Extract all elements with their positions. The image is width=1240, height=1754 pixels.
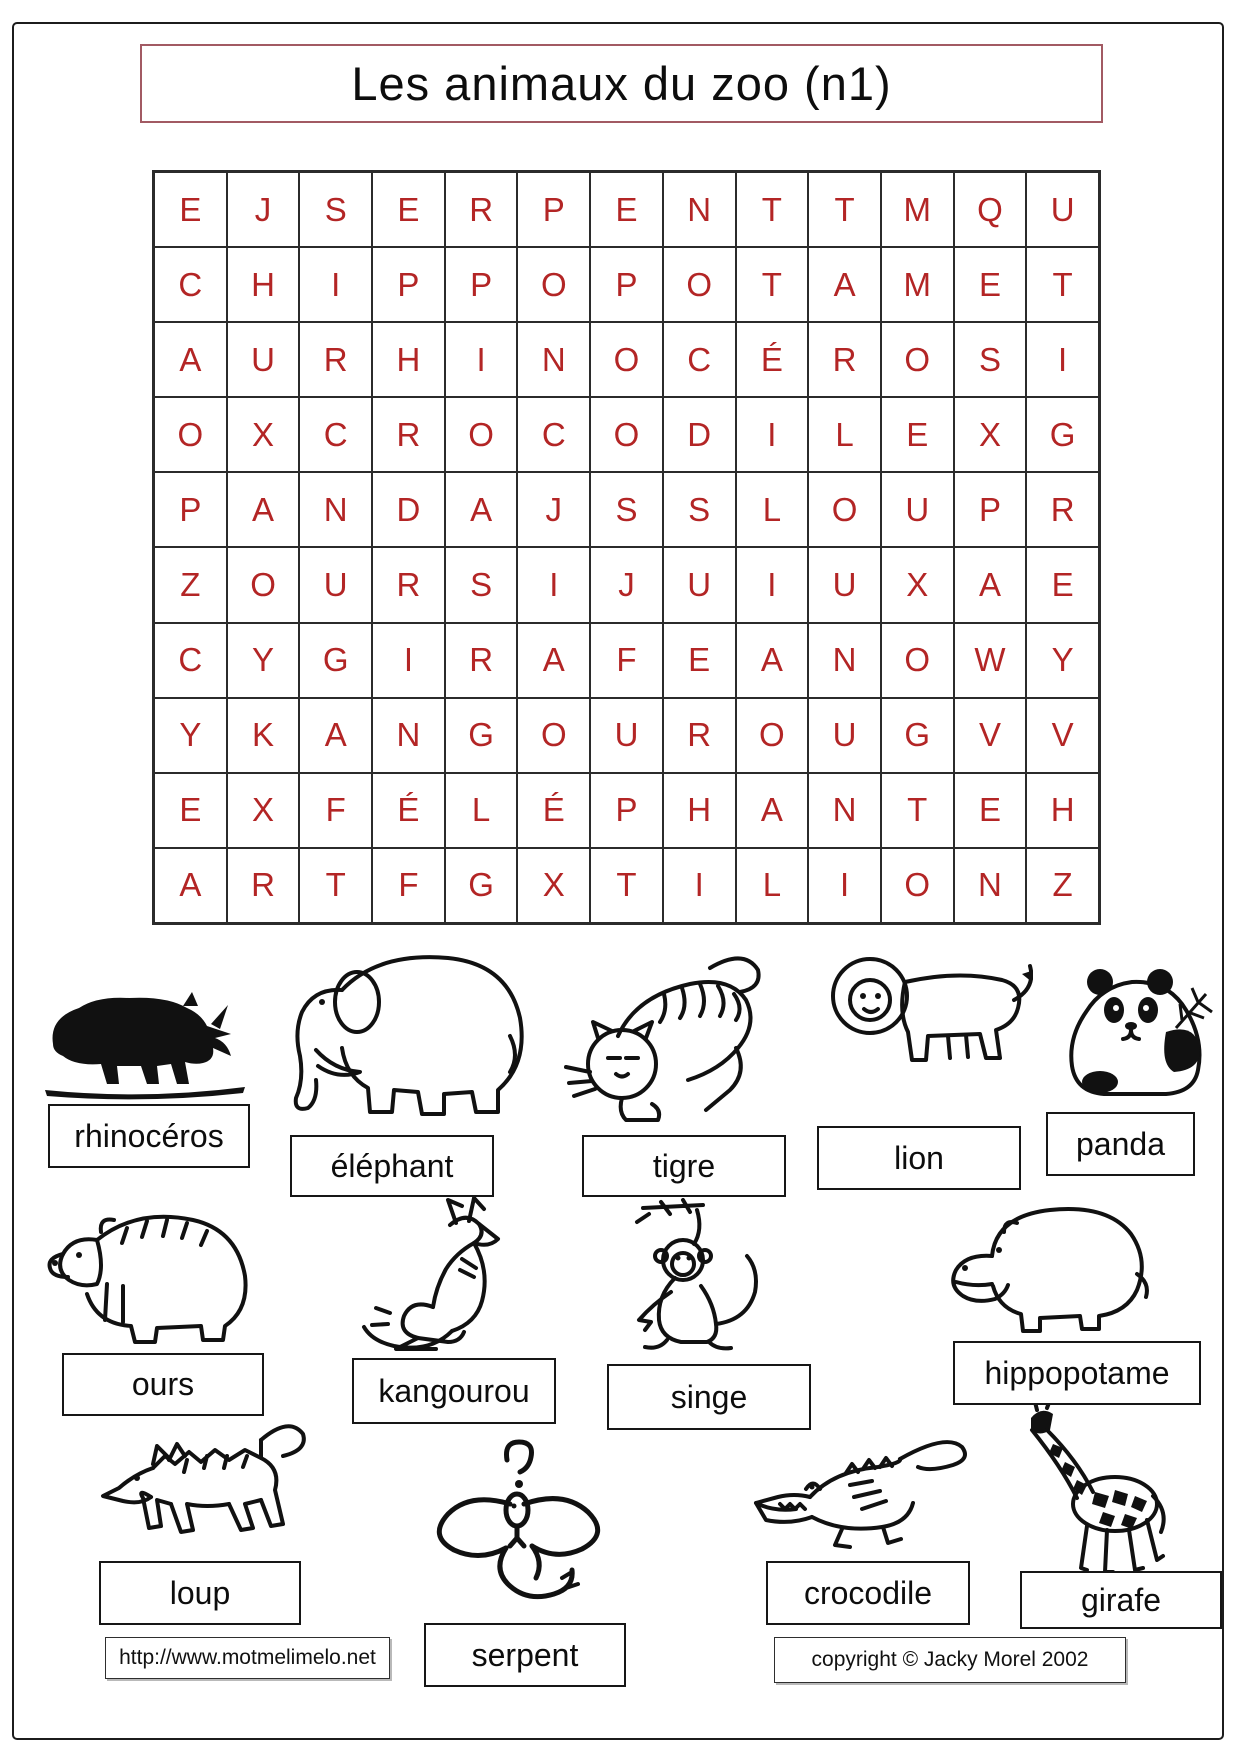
grid-cell-r8c8: R	[663, 698, 736, 773]
grid-cell-r5c10: O	[808, 472, 881, 547]
grid-cell-r7c13: Y	[1026, 623, 1099, 698]
grid-cell-r9c4: É	[372, 773, 445, 848]
grid-cell-r4c4: R	[372, 397, 445, 472]
grid-cell-r7c3: G	[299, 623, 372, 698]
grid-cell-r8c10: U	[808, 698, 881, 773]
grid-cell-r3c5: I	[445, 322, 518, 397]
grid-cell-r4c3: C	[299, 397, 372, 472]
grid-cell-r7c7: F	[590, 623, 663, 698]
label-monkey: singe	[607, 1364, 811, 1430]
grid-cell-r2c9: T	[736, 247, 809, 322]
grid-cell-r2c1: C	[154, 247, 227, 322]
grid-cell-r9c13: H	[1026, 773, 1099, 848]
grid-cell-r6c8: U	[663, 547, 736, 622]
grid-cell-r6c12: A	[954, 547, 1027, 622]
grid-cell-r3c11: O	[881, 322, 954, 397]
grid-cell-r3c13: I	[1026, 322, 1099, 397]
grid-cell-r7c5: R	[445, 623, 518, 698]
snake-image	[412, 1432, 627, 1622]
grid-cell-r6c11: X	[881, 547, 954, 622]
grid-cell-r10c13: Z	[1026, 848, 1099, 923]
grid-cell-r4c13: G	[1026, 397, 1099, 472]
word-grid	[152, 170, 1101, 925]
grid-cell-r1c7: E	[590, 172, 663, 247]
grid-cell-r1c10: T	[808, 172, 881, 247]
grid-cell-r2c4: P	[372, 247, 445, 322]
grid-cell-r5c11: U	[881, 472, 954, 547]
grid-cell-r9c8: H	[663, 773, 736, 848]
kangaroo-image	[338, 1195, 548, 1357]
website-url: http://www.motmelimelo.net	[119, 1646, 376, 1669]
grid-cell-r3c9: É	[736, 322, 809, 397]
grid-cell-r9c6: É	[517, 773, 590, 848]
grid-cell-r7c11: O	[881, 623, 954, 698]
label-wolf: loup	[99, 1561, 301, 1625]
grid-cell-r1c8: N	[663, 172, 736, 247]
grid-cell-r10c2: R	[227, 848, 300, 923]
grid-cell-r2c10: A	[808, 247, 881, 322]
website-url-box	[105, 1637, 390, 1679]
grid-cell-r3c2: U	[227, 322, 300, 397]
grid-cell-r6c9: I	[736, 547, 809, 622]
grid-cell-r9c2: X	[227, 773, 300, 848]
grid-cell-r9c9: A	[736, 773, 809, 848]
grid-cell-r10c12: N	[954, 848, 1027, 923]
grid-cell-r5c6: J	[517, 472, 590, 547]
grid-cell-r1c13: U	[1026, 172, 1099, 247]
grid-cell-r2c5: P	[445, 247, 518, 322]
grid-cell-r3c10: R	[808, 322, 881, 397]
grid-cell-r5c3: N	[299, 472, 372, 547]
grid-cell-r10c1: A	[154, 848, 227, 923]
grid-cell-r4c7: O	[590, 397, 663, 472]
grid-cell-r1c2: J	[227, 172, 300, 247]
grid-cell-r7c4: I	[372, 623, 445, 698]
rhinoceros-image	[35, 972, 255, 1102]
grid-cell-r8c4: N	[372, 698, 445, 773]
grid-cell-r7c10: N	[808, 623, 881, 698]
grid-cell-r5c4: D	[372, 472, 445, 547]
grid-cell-r6c6: I	[517, 547, 590, 622]
grid-cell-r8c9: O	[736, 698, 809, 773]
grid-cell-r6c1: Z	[154, 547, 227, 622]
grid-cell-r10c9: L	[736, 848, 809, 923]
grid-cell-r5c2: A	[227, 472, 300, 547]
grid-cell-r4c1: O	[154, 397, 227, 472]
label-rhinoceros: rhinocéros	[48, 1104, 250, 1168]
grid-cell-r5c13: R	[1026, 472, 1099, 547]
wolf-image	[95, 1402, 315, 1557]
elephant-image	[258, 938, 548, 1128]
copyright-text: copyright © Jacky Morel 2002	[811, 1648, 1089, 1671]
grid-cell-r6c2: O	[227, 547, 300, 622]
grid-cell-r3c1: A	[154, 322, 227, 397]
grid-cell-r5c7: S	[590, 472, 663, 547]
grid-cell-r4c2: X	[227, 397, 300, 472]
grid-cell-r10c3: T	[299, 848, 372, 923]
lion-image	[808, 938, 1033, 1096]
label-lion: lion	[817, 1126, 1021, 1190]
grid-cell-r5c5: A	[445, 472, 518, 547]
grid-cell-r7c12: W	[954, 623, 1027, 698]
grid-cell-r4c12: X	[954, 397, 1027, 472]
grid-cell-r5c1: P	[154, 472, 227, 547]
grid-cell-r5c8: S	[663, 472, 736, 547]
grid-cell-r2c3: I	[299, 247, 372, 322]
label-bear: ours	[62, 1353, 264, 1416]
grid-cell-r10c5: G	[445, 848, 518, 923]
grid-cell-r4c6: C	[517, 397, 590, 472]
grid-cell-r3c6: N	[517, 322, 590, 397]
grid-cell-r9c3: F	[299, 773, 372, 848]
grid-cell-r4c8: D	[663, 397, 736, 472]
grid-cell-r10c6: X	[517, 848, 590, 923]
grid-cell-r3c4: H	[372, 322, 445, 397]
grid-cell-r8c13: V	[1026, 698, 1099, 773]
grid-cell-r8c11: G	[881, 698, 954, 773]
monkey-image	[605, 1198, 783, 1358]
grid-cell-r7c9: A	[736, 623, 809, 698]
crocodile-image	[750, 1415, 975, 1557]
grid-cell-r9c12: E	[954, 773, 1027, 848]
grid-cell-r5c9: L	[736, 472, 809, 547]
label-giraffe: girafe	[1020, 1571, 1222, 1629]
label-kangaroo: kangourou	[352, 1358, 556, 1424]
grid-cell-r4c5: O	[445, 397, 518, 472]
page-title: Les animaux du zoo (n1)	[351, 57, 892, 110]
grid-cell-r9c11: T	[881, 773, 954, 848]
grid-cell-r2c13: T	[1026, 247, 1099, 322]
grid-cell-r3c12: S	[954, 322, 1027, 397]
giraffe-image	[995, 1400, 1177, 1580]
grid-cell-r5c12: P	[954, 472, 1027, 547]
title-box	[140, 44, 1103, 123]
grid-cell-r7c1: C	[154, 623, 227, 698]
label-hippopotamus: hippopotame	[953, 1341, 1201, 1405]
grid-cell-r4c10: L	[808, 397, 881, 472]
grid-cell-r1c1: E	[154, 172, 227, 247]
grid-cell-r7c8: E	[663, 623, 736, 698]
grid-cell-r1c11: M	[881, 172, 954, 247]
grid-cell-r3c8: C	[663, 322, 736, 397]
grid-cell-r6c7: J	[590, 547, 663, 622]
label-panda: panda	[1046, 1112, 1195, 1176]
grid-cell-r2c6: O	[517, 247, 590, 322]
grid-cell-r10c7: T	[590, 848, 663, 923]
grid-cell-r7c2: Y	[227, 623, 300, 698]
grid-cell-r1c4: E	[372, 172, 445, 247]
label-snake: serpent	[424, 1623, 626, 1687]
label-tiger: tigre	[582, 1135, 786, 1197]
copyright-box	[774, 1637, 1126, 1683]
grid-cell-r6c3: U	[299, 547, 372, 622]
grid-cell-r6c4: R	[372, 547, 445, 622]
grid-cell-r9c10: N	[808, 773, 881, 848]
grid-cell-r2c8: O	[663, 247, 736, 322]
label-elephant: éléphant	[290, 1135, 494, 1197]
grid-cell-r8c1: Y	[154, 698, 227, 773]
grid-cell-r8c3: A	[299, 698, 372, 773]
grid-cell-r9c1: E	[154, 773, 227, 848]
grid-cell-r10c8: I	[663, 848, 736, 923]
grid-cell-r7c6: A	[517, 623, 590, 698]
grid-cell-r1c6: P	[517, 172, 590, 247]
grid-cell-r8c2: K	[227, 698, 300, 773]
grid-cell-r3c7: O	[590, 322, 663, 397]
grid-cell-r1c3: S	[299, 172, 372, 247]
grid-cell-r3c3: R	[299, 322, 372, 397]
grid-cell-r1c12: Q	[954, 172, 1027, 247]
panda-image	[1048, 952, 1216, 1100]
grid-cell-r9c7: P	[590, 773, 663, 848]
grid-cell-r6c5: S	[445, 547, 518, 622]
grid-cell-r4c9: I	[736, 397, 809, 472]
grid-cell-r9c5: L	[445, 773, 518, 848]
grid-cell-r1c5: R	[445, 172, 518, 247]
grid-cell-r2c2: H	[227, 247, 300, 322]
grid-cell-r1c9: T	[736, 172, 809, 247]
grid-cell-r2c11: M	[881, 247, 954, 322]
grid-cell-r6c13: E	[1026, 547, 1099, 622]
grid-cell-r8c6: O	[517, 698, 590, 773]
grid-cell-r10c11: O	[881, 848, 954, 923]
grid-cell-r2c12: E	[954, 247, 1027, 322]
grid-cell-r8c7: U	[590, 698, 663, 773]
grid-cell-r8c12: V	[954, 698, 1027, 773]
grid-cell-r6c10: U	[808, 547, 881, 622]
grid-cell-r4c11: E	[881, 397, 954, 472]
grid-cell-r10c10: I	[808, 848, 881, 923]
grid-cell-r8c5: G	[445, 698, 518, 773]
bear-image	[35, 1192, 263, 1350]
label-crocodile: crocodile	[766, 1561, 970, 1625]
hippopotamus-image	[938, 1186, 1153, 1341]
grid-cell-r10c4: F	[372, 848, 445, 923]
grid-cell-r2c7: P	[590, 247, 663, 322]
tiger-image	[560, 940, 785, 1132]
